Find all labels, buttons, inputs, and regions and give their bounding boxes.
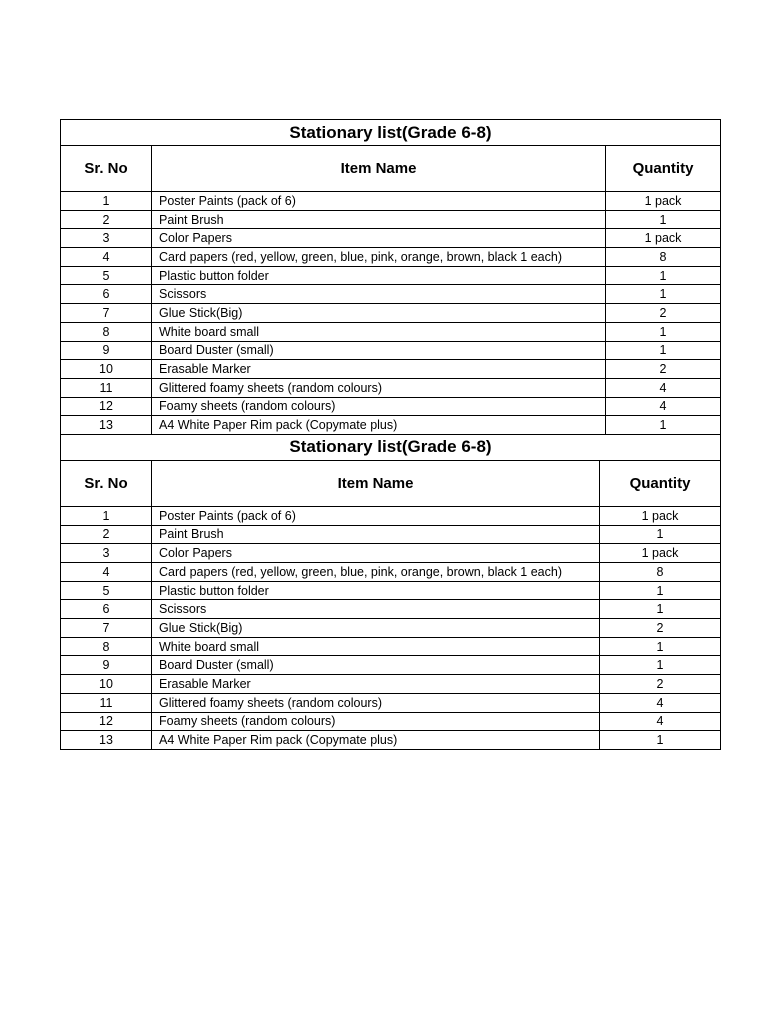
cell-sr-no: 1 (61, 192, 152, 211)
cell-item-name: Card papers (red, yellow, green, blue, pink, orange, brown, black 1 each) (152, 563, 600, 582)
cell-sr-no: 11 (61, 694, 152, 713)
cell-item-name: Board Duster (small) (152, 656, 600, 675)
table-row (61, 416, 721, 435)
table-row (61, 544, 721, 563)
cell-quantity: 1 pack (600, 544, 721, 563)
table-row (61, 526, 721, 545)
table-row (61, 582, 721, 601)
cell-quantity: 8 (600, 563, 721, 582)
cell-sr-no: 8 (61, 638, 152, 657)
cell-item-name: Paint Brush (152, 526, 600, 545)
table-row (61, 248, 721, 267)
table-row (61, 656, 721, 675)
cell-sr-no: 6 (61, 285, 152, 304)
cell-quantity: 1 (606, 267, 721, 286)
table-row (61, 323, 721, 342)
cell-item-name: Glittered foamy sheets (random colours) (152, 379, 606, 398)
cell-quantity: 2 (600, 675, 721, 694)
cell-sr-no: 2 (61, 526, 152, 545)
cell-sr-no: 9 (61, 342, 152, 361)
table-row (61, 507, 721, 526)
cell-quantity: 1 (600, 731, 721, 750)
cell-quantity: 1 (606, 211, 721, 230)
cell-item-name: Erasable Marker (152, 360, 606, 379)
cell-quantity: 4 (600, 713, 721, 732)
cell-sr-no: 13 (61, 731, 152, 750)
stationary-sheet (60, 119, 721, 750)
cell-item-name: Foamy sheets (random colours) (152, 398, 606, 417)
cell-quantity: 1 (600, 526, 721, 545)
cell-sr-no: 4 (61, 563, 152, 582)
cell-quantity: 1 (606, 323, 721, 342)
cell-item-name: Paint Brush (152, 211, 606, 230)
table-row (61, 619, 721, 638)
cell-sr-no: 3 (61, 229, 152, 248)
cell-item-name: Glittered foamy sheets (random colours) (152, 694, 600, 713)
cell-sr-no: 5 (61, 267, 152, 286)
cell-sr-no: 3 (61, 544, 152, 563)
cell-item-name: Board Duster (small) (152, 342, 606, 361)
cell-quantity: 1 (600, 600, 721, 619)
table-row (61, 285, 721, 304)
cell-item-name: Plastic button folder (152, 582, 600, 601)
cell-item-name: Scissors (152, 600, 600, 619)
table-row (61, 229, 721, 248)
table-header-row (61, 461, 721, 507)
cell-sr-no: 12 (61, 398, 152, 417)
cell-quantity: 1 (606, 416, 721, 435)
header-sr-no: Sr. No (61, 461, 152, 507)
cell-item-name: Plastic button folder (152, 267, 606, 286)
cell-item-name: Card papers (red, yellow, green, blue, pink, orange, brown, black 1 each) (152, 248, 606, 267)
cell-item-name: Color Papers (152, 229, 606, 248)
table-title: Stationary list(Grade 6-8) (61, 120, 721, 146)
cell-sr-no: 8 (61, 323, 152, 342)
cell-quantity: 1 (606, 285, 721, 304)
cell-sr-no: 5 (61, 582, 152, 601)
table-row (61, 398, 721, 417)
cell-item-name: Foamy sheets (random colours) (152, 713, 600, 732)
cell-sr-no: 7 (61, 304, 152, 323)
header-item-name: Item Name (152, 461, 600, 507)
cell-quantity: 1 (600, 656, 721, 675)
cell-item-name: A4 White Paper Rim pack (Copymate plus) (152, 416, 606, 435)
cell-quantity: 1 (600, 582, 721, 601)
cell-quantity: 1 (600, 638, 721, 657)
cell-sr-no: 12 (61, 713, 152, 732)
cell-sr-no: 11 (61, 379, 152, 398)
cell-item-name: Glue Stick(Big) (152, 304, 606, 323)
cell-sr-no: 9 (61, 656, 152, 675)
cell-quantity: 1 (606, 342, 721, 361)
table-row (61, 360, 721, 379)
cell-item-name: Scissors (152, 285, 606, 304)
cell-sr-no: 7 (61, 619, 152, 638)
cell-item-name: White board small (152, 638, 600, 657)
cell-sr-no: 4 (61, 248, 152, 267)
header-quantity: Quantity (600, 461, 721, 507)
table-row (61, 379, 721, 398)
table-row (61, 304, 721, 323)
table-row (61, 638, 721, 657)
stationary-table-2 (61, 435, 721, 750)
table-row (61, 211, 721, 230)
cell-quantity: 2 (606, 360, 721, 379)
cell-sr-no: 13 (61, 416, 152, 435)
cell-quantity: 4 (606, 379, 721, 398)
cell-quantity: 4 (606, 398, 721, 417)
cell-sr-no: 1 (61, 507, 152, 526)
cell-item-name: Color Papers (152, 544, 600, 563)
table-header-row (61, 146, 721, 192)
table-row (61, 713, 721, 732)
cell-quantity: 1 pack (606, 229, 721, 248)
cell-item-name: Poster Paints (pack of 6) (152, 192, 606, 211)
table-row (61, 267, 721, 286)
cell-quantity: 2 (606, 304, 721, 323)
table-title: Stationary list(Grade 6-8) (61, 435, 721, 461)
cell-quantity: 8 (606, 248, 721, 267)
cell-item-name: A4 White Paper Rim pack (Copymate plus) (152, 731, 600, 750)
cell-item-name: White board small (152, 323, 606, 342)
cell-sr-no: 6 (61, 600, 152, 619)
header-sr-no: Sr. No (61, 146, 152, 192)
header-quantity: Quantity (606, 146, 721, 192)
table-row (61, 675, 721, 694)
table-row (61, 192, 721, 211)
cell-quantity: 2 (600, 619, 721, 638)
cell-sr-no: 2 (61, 211, 152, 230)
cell-quantity: 4 (600, 694, 721, 713)
stationary-table-1 (61, 120, 721, 435)
header-item-name: Item Name (152, 146, 606, 192)
cell-quantity: 1 pack (606, 192, 721, 211)
table-row (61, 731, 721, 750)
table-row (61, 563, 721, 582)
cell-item-name: Glue Stick(Big) (152, 619, 600, 638)
table-row (61, 342, 721, 361)
table-row (61, 694, 721, 713)
cell-sr-no: 10 (61, 675, 152, 694)
cell-sr-no: 10 (61, 360, 152, 379)
table-row (61, 600, 721, 619)
cell-quantity: 1 pack (600, 507, 721, 526)
cell-item-name: Erasable Marker (152, 675, 600, 694)
cell-item-name: Poster Paints (pack of 6) (152, 507, 600, 526)
